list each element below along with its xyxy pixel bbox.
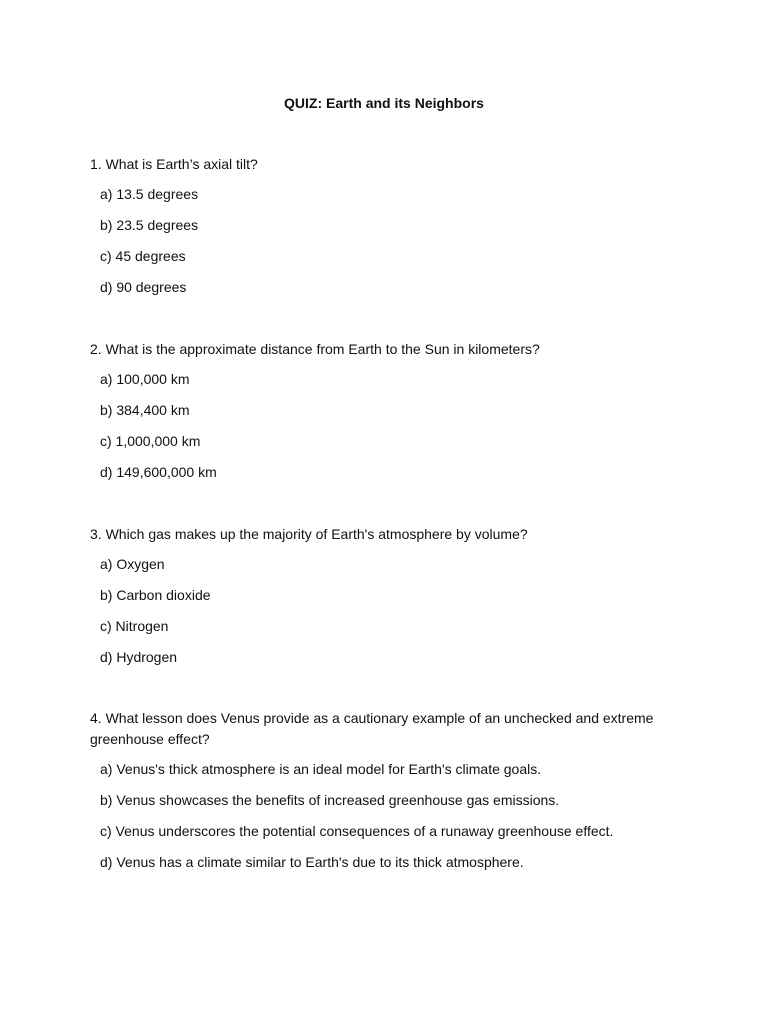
option-b: b) Venus showcases the benefits of increased greenhouse gas emissions. (100, 792, 560, 808)
option-d: d) Hydrogen (100, 649, 178, 665)
option-d: d) 149,600,000 km (100, 464, 217, 480)
option-a: a) 13.5 degrees (100, 186, 199, 202)
option-list (90, 369, 680, 493)
option-a: a) 100,000 km (100, 371, 190, 387)
option-list (90, 759, 680, 883)
question-2 (90, 339, 680, 493)
option-d: d) 90 degrees (100, 279, 187, 295)
question-text: 1. What is Earth’s axial tilt? (90, 156, 258, 172)
option-b: b) Carbon dioxide (100, 587, 211, 603)
option-b: b) 384,400 km (100, 402, 190, 418)
quiz-title: QUIZ: Earth and its Neighbors (284, 95, 484, 111)
question-3 (90, 524, 680, 678)
option-c: c) 1,000,000 km (100, 433, 201, 449)
option-c: c) 45 degrees (100, 248, 186, 264)
option-a: a) Oxygen (100, 556, 165, 572)
option-b: b) 23.5 degrees (100, 217, 199, 233)
question-4 (90, 708, 680, 883)
option-list (90, 554, 680, 678)
option-c: c) Venus underscores the potential consequences of a runaway greenhouse effect. (100, 823, 614, 839)
option-c: c) Nitrogen (100, 618, 169, 634)
question-text: 3. Which gas makes up the majority of Earth's atmosphere by volume? (90, 526, 528, 542)
question-text: 4. What lesson does Venus provide as a cautionary example of an unchecked and extreme greenhouse effect? (90, 710, 654, 747)
question-text: 2. What is the approximate distance from Earth to the Sun in kilometers? (90, 341, 540, 357)
option-list (90, 184, 680, 308)
option-a: a) Venus's thick atmosphere is an ideal model for Earth's climate goals. (100, 761, 542, 777)
question-1 (90, 154, 680, 308)
option-d: d) Venus has a climate similar to Earth's due to its thick atmosphere. (100, 854, 524, 870)
